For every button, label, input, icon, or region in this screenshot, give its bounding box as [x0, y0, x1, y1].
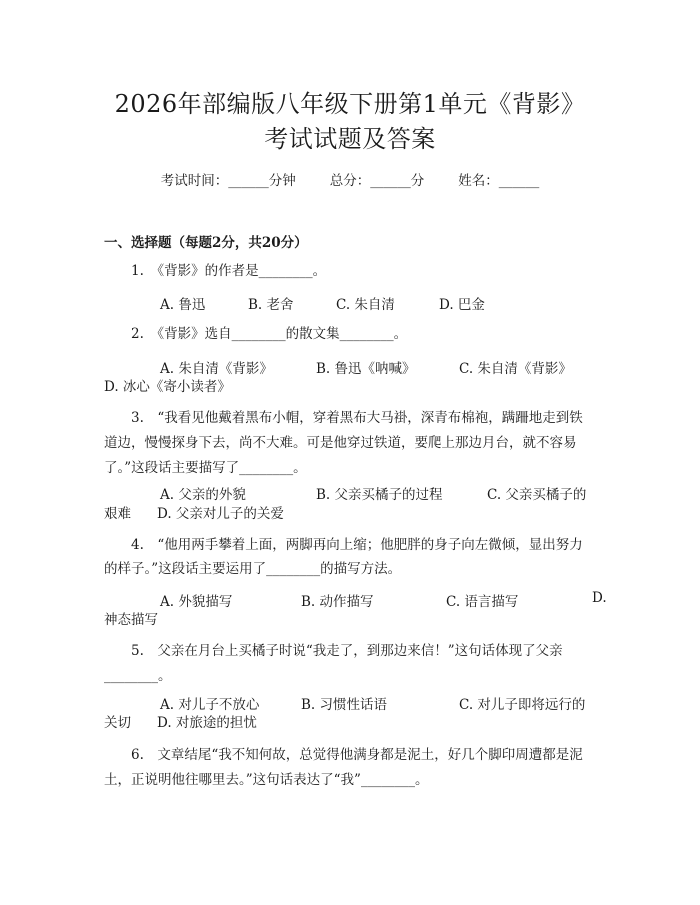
exam-title-line2: 考试试题及答案 — [264, 125, 436, 153]
question-6-stem-line2: 土，正说明他往哪里去。”这句话表达了“我”________。 — [104, 772, 429, 788]
question-3-stem-line3: 了。”这段话主要描写了________。 — [104, 460, 307, 476]
question-1-stem: 1. 《背影》的作者是________。 — [131, 263, 327, 279]
question-3-stem-line2: 道边，慢慢探身下去，尚不大难。可是他穿过铁道，要爬上那边月台，就不容易 — [104, 435, 577, 451]
q4-option-d-text: 神态描写 — [104, 612, 158, 628]
q1-option-c: C. 朱自清 — [336, 297, 395, 313]
q2-option-d: D. 冰心《寄小读者》 — [104, 379, 231, 395]
q5-option-a: A. 对儿子不放心 — [160, 697, 260, 713]
q3-option-d: D. 父亲对儿子的关爱 — [157, 506, 284, 522]
q5-option-d: D. 对旅途的担忧 — [157, 715, 257, 731]
section-heading: 一、选择题（每题2分，共20分） — [104, 235, 308, 251]
q5-options-continued: 关切 D. 对旅途的担忧 — [104, 715, 257, 731]
q3-option-a: A. 父亲的外貌 — [160, 487, 246, 503]
question-5-stem-line1: 5. 父亲在月台上买橘子时说“我走了，到那边来信！”这句话体现了父亲 — [131, 643, 563, 659]
q3-option-b: B. 父亲买橘子的过程 — [316, 487, 443, 503]
question-4-stem-line1: 4. “他用两手攀着上面，两脚再向上缩；他肥胖的身子向左微倾，显出努力 — [131, 537, 583, 553]
q5-option-c: C. 对儿子即将远行的 — [459, 697, 586, 713]
q3-options-continued: 艰难 D. 父亲对儿子的关爱 — [104, 506, 284, 522]
q4-option-c: C. 语言描写 — [446, 594, 519, 610]
question-3-stem-line1: 3. “我看见他戴着黑布小帽，穿着黑布大马褂，深青布棉袍，蹒跚地走到铁 — [131, 410, 583, 426]
q4-option-a: A. 外貌描写 — [160, 594, 233, 610]
exam-meta — [0, 169, 700, 189]
q2-option-b: B. 鲁迅《呐喊》 — [316, 361, 416, 377]
q4-option-b: B. 动作描写 — [301, 594, 374, 610]
q3-option-c: C. 父亲买橘子的 — [487, 487, 587, 503]
q4-option-d-letter: D. — [592, 590, 607, 606]
q1-option-d: D. 巴金 — [439, 297, 485, 313]
question-6-stem-line1: 6. 文章结尾“我不知何故，总觉得他满身都是泥土，好几个脚印周遭都是泥 — [131, 747, 583, 763]
name-field: 姓名：______ — [458, 173, 540, 189]
q1-option-a: A. 鲁迅 — [160, 297, 206, 313]
exam-time-field: 考试时间：______分钟 — [160, 173, 296, 189]
q2-option-c: C. 朱自清《背影》 — [459, 361, 572, 377]
q5-option-b: B. 习惯性话语 — [301, 697, 388, 713]
q1-option-b: B. 老舍 — [248, 297, 294, 313]
exam-title-line1: 2026年部编版八年级下册第1单元《背影》 — [114, 90, 586, 118]
total-score-field: 总分：______分 — [329, 173, 425, 189]
q2-option-a: A. 朱自清《背影》 — [160, 361, 273, 377]
question-2-stem: 2. 《背影》选自________的散文集________。 — [131, 326, 408, 342]
question-4-stem-line2: 的样子。”这段话主要运用了________的描写方法。 — [104, 561, 402, 577]
question-5-stem-line2: ________。 — [104, 668, 172, 684]
